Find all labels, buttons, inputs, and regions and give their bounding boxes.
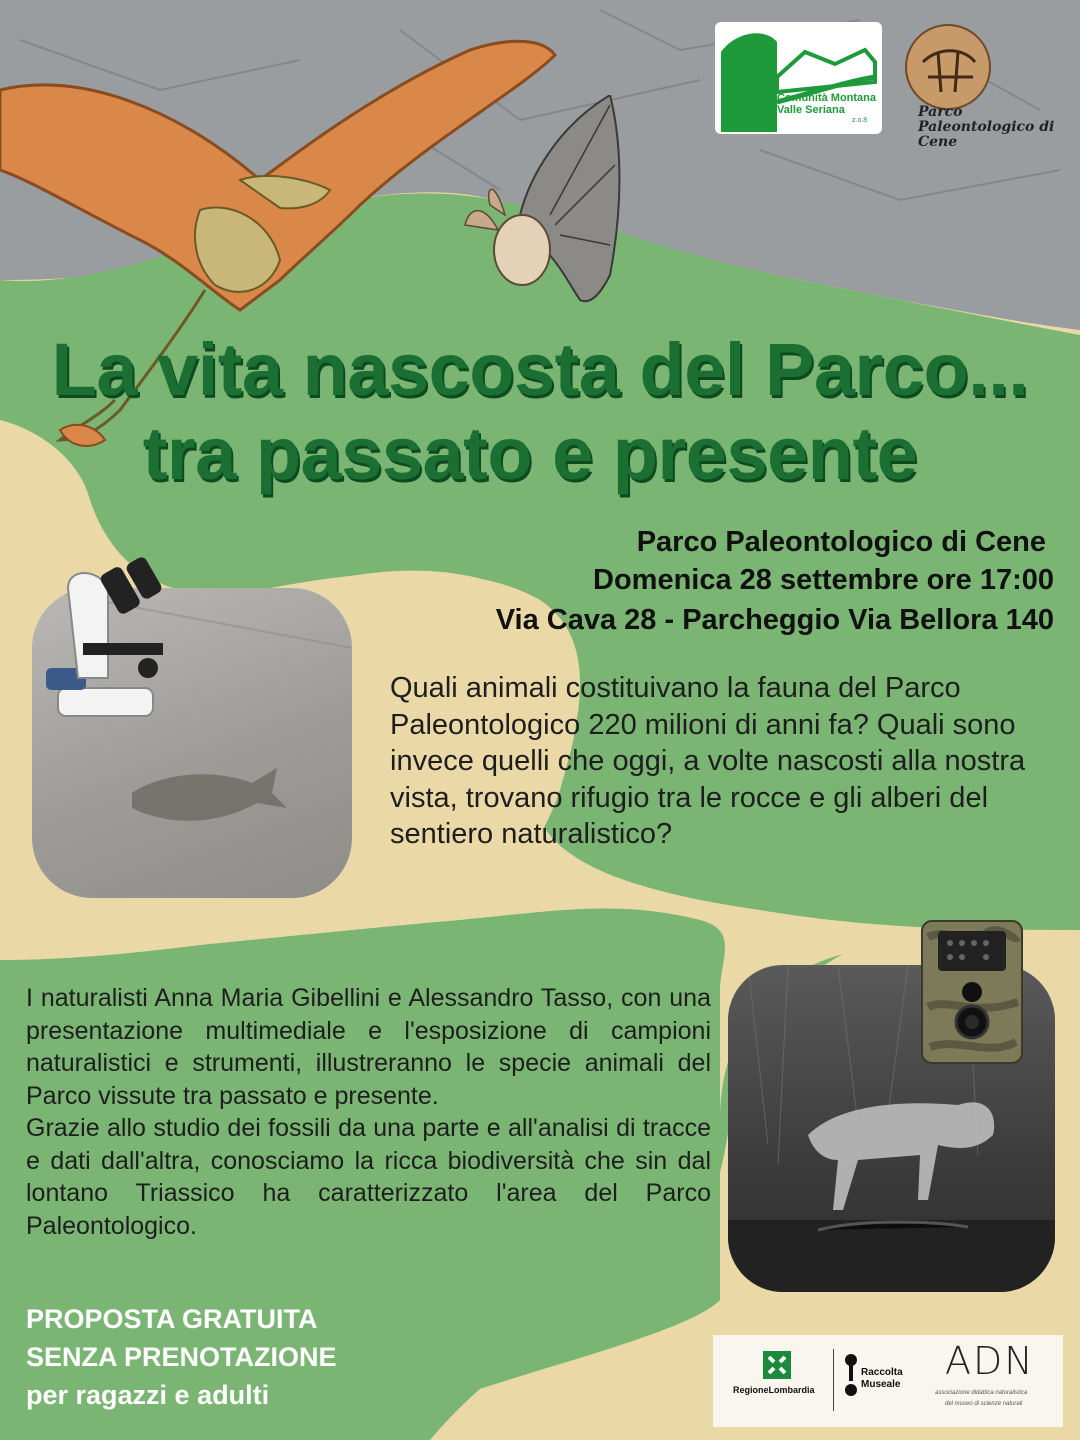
description-paragraph-2: Grazie allo studio dei fossili da una parte e all'analisi di tracce e dati dall'altra, conosciamo la ricca biodiversità che sin dal lontano Triassico ha caratterizzato l'area del Parco Paleontologico. (26, 1114, 711, 1240)
parco-paleontologico-logo-text: Parco Paleontologico di Cene (918, 104, 1055, 150)
question-text: Quali animali costituivano la fauna del Parco Paleontologico 220 milioni di anni fa? Quali sono invece quelli che oggi, a volte nascosti alla nostra vista, trovano rifugio tra le rocce e gli alberi del sentiero naturalistico? (390, 672, 1026, 850)
title-line-1: La vita nascosta del Parco... (51, 328, 1029, 411)
bat-illustration (460, 95, 630, 310)
comunita-montana-logo-text: Comunità Montana Valle Seriana (777, 92, 876, 116)
raccolta-museale-text: Raccolta Museale (861, 1367, 903, 1390)
raccolta-museale-icon (844, 1353, 858, 1397)
adn-subtitle-2: del museo di scienze naturali (945, 1401, 1023, 1407)
event-place: Parco Paleontologico di Cene (636, 526, 1046, 558)
regione-lombardia-text: RegioneLombardia (733, 1385, 815, 1395)
description (26, 982, 711, 1242)
sponsor-logos (713, 1335, 1063, 1427)
cta-line-1: PROPOSTA GRATUITA (26, 1304, 318, 1334)
comunita-montana-logo-suffix: z.o.8 (852, 117, 868, 124)
title-line-2: tra passato e presente (142, 412, 918, 495)
adn-subtitle-1: associazione didattica naturalistica (935, 1390, 1028, 1396)
comunita-montana-logo (715, 22, 882, 134)
sponsor-divider (833, 1349, 834, 1411)
description-paragraph-1: I naturalisti Anna Maria Gibellini e Alessandro Tasso, con una presentazione multimediale e l'esposizione di campioni naturalistici e strumenti, illustreranno le specie animali del Parco vissute tra passato e presente. (26, 984, 711, 1110)
cta-line-3: per ragazzi e adulti (26, 1380, 270, 1410)
regione-lombardia-icon (763, 1351, 791, 1379)
adn-logo-text: ADN (945, 1339, 1035, 1383)
parco-paleontologico-logo (900, 22, 1075, 150)
cta-line-2: SENZA PRENOTAZIONE (26, 1342, 337, 1372)
event-date: Domenica 28 settembre ore 17:00 (593, 564, 1054, 596)
event-address: Via Cava 28 - Parcheggio Via Bellora 140 (495, 604, 1054, 636)
microscope-illustration (38, 548, 176, 723)
camera-trap-device-illustration (918, 917, 1026, 1067)
